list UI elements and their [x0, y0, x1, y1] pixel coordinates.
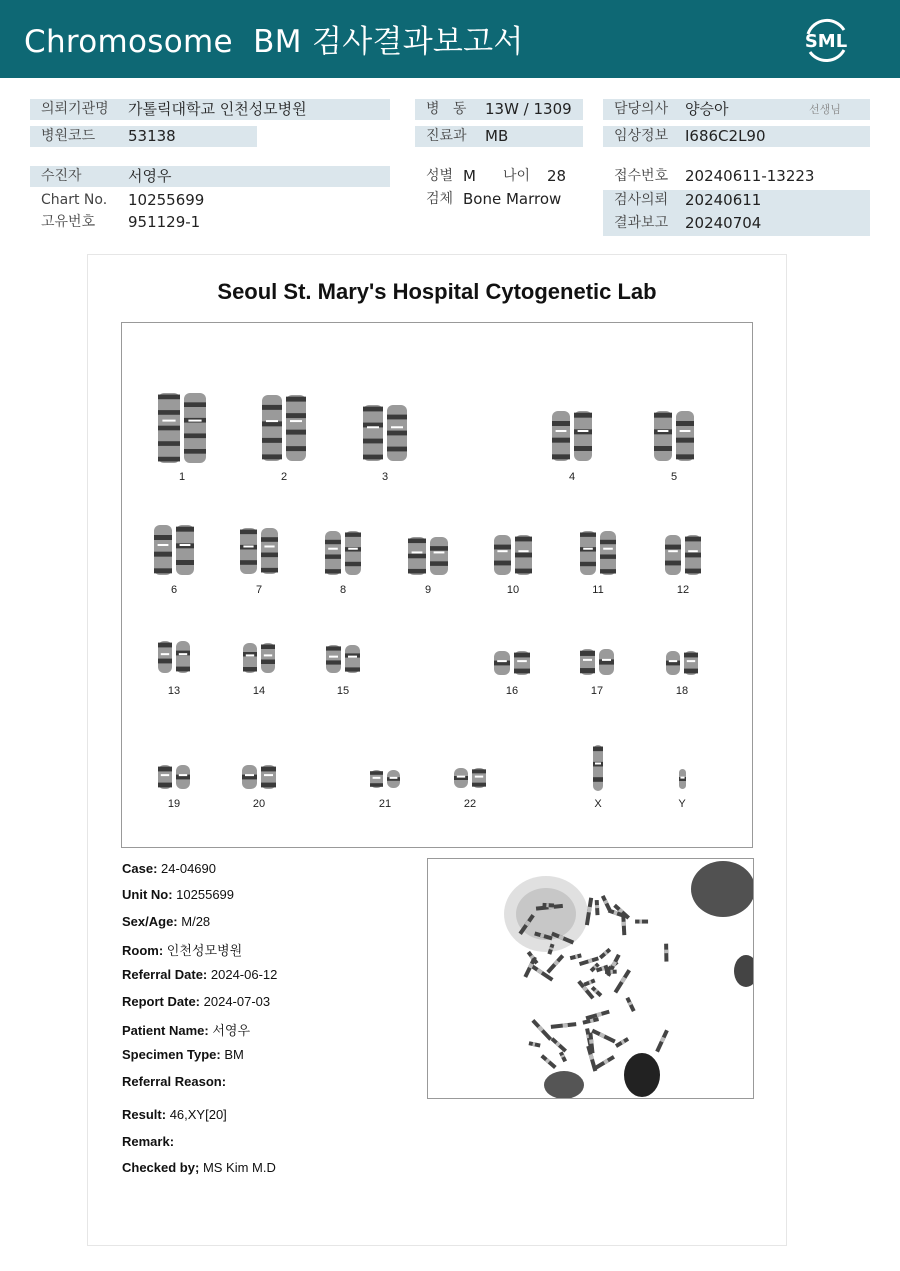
chromosome-1	[158, 393, 206, 463]
chromosome-15	[326, 645, 360, 673]
chromosome-12	[665, 535, 701, 575]
ward-value: 13W / 1309	[485, 100, 572, 118]
chromosome-X	[593, 745, 603, 791]
chromosome-18	[666, 651, 698, 675]
chromosome-label-16: 16	[505, 685, 519, 697]
chromosome-9	[408, 537, 448, 575]
chromosome-10	[494, 535, 532, 575]
clinical-info-value: I686C2L90	[685, 127, 766, 145]
request-date-value: 20240611	[685, 191, 762, 209]
chromosome-label-13: 13	[167, 685, 181, 697]
chromosome-13	[158, 641, 190, 673]
patient-value: 서영우	[128, 167, 172, 185]
sex-age-field: 성별 M 나이 28	[426, 167, 567, 185]
metaphase-image	[427, 858, 754, 1099]
chromosome-label-1: 1	[178, 471, 186, 483]
patient-name-line: Patient Name: 서영우	[122, 1023, 251, 1038]
chromosome-5	[654, 411, 694, 461]
chromosome-label-7: 7	[255, 584, 263, 596]
chromosome-14	[243, 643, 275, 673]
chromosome-label-12: 12	[676, 584, 690, 596]
dept-value: MB	[485, 127, 509, 145]
dates-block: 검사의뢰 20240611 결과보고 20240704	[603, 190, 870, 236]
unit-no-line: Unit No: 10255699	[122, 887, 235, 902]
chromosome-19	[158, 765, 190, 789]
chromosome-20	[242, 765, 276, 789]
chromosome-label-3: 3	[381, 471, 389, 483]
chromosome-label-21: 21	[378, 798, 392, 810]
sex-age-line: Sex/Age: M/28	[122, 914, 211, 929]
checked-by-line: Checked by; MS Kim M.D	[122, 1160, 276, 1175]
chromosome-label-20: 20	[252, 798, 266, 810]
hospital-code-field: 병원코드 53138	[30, 126, 257, 147]
case-line: Case: 24-04690	[122, 861, 216, 876]
receipt-no-value: 20240611-13223	[685, 167, 815, 185]
specimen-value: Bone Marrow	[463, 190, 562, 208]
hospital-code-value: 53138	[128, 127, 176, 145]
chromosome-22	[454, 768, 486, 788]
receipt-no-field: 접수번호 20240611-13223	[614, 167, 815, 185]
institution-field: 의뢰기관명 가톨릭대학교 인천성모병원	[30, 99, 390, 120]
specimen-type-line: Specimen Type: BM	[122, 1047, 244, 1062]
report-title: Chromosome BM 검사결과보고서	[24, 24, 524, 60]
room-line: Room: 인천성모병원	[122, 943, 243, 958]
patient-field: 수진자 서영우	[30, 166, 390, 187]
cytogenetic-report-card	[87, 254, 787, 1246]
chromosome-label-8: 8	[339, 584, 347, 596]
chart-no-field: Chart No. 10255699	[41, 191, 205, 209]
chart-no-value: 10255699	[128, 191, 205, 209]
unique-no-field: 고유번호 951129-1	[41, 213, 201, 231]
chromosome-label-10: 10	[506, 584, 520, 596]
chromosome-label-6: 6	[170, 584, 178, 596]
chromosome-4	[552, 411, 592, 461]
chromosome-label-2: 2	[280, 471, 288, 483]
unique-no-value: 951129-1	[128, 213, 201, 231]
chromosome-label-11: 11	[592, 584, 604, 596]
chromosome-21	[370, 770, 400, 788]
dept-field: 진료과 MB	[415, 126, 583, 147]
chromosome-8	[325, 531, 361, 575]
report-date-line: Report Date: 2024-07-03	[122, 994, 271, 1009]
referral-date-line: Referral Date: 2024-06-12	[122, 967, 278, 982]
chromosome-label-18: 18	[675, 685, 689, 697]
chromosome-17	[580, 649, 614, 675]
chromosome-label-Y: Y	[678, 798, 686, 810]
karyotype-image	[121, 322, 753, 848]
chromosome-7	[240, 528, 278, 574]
report-date-value: 20240704	[685, 214, 762, 232]
chromosome-Y	[679, 769, 686, 789]
sex-value: M	[463, 167, 476, 185]
chromosome-label-5: 5	[670, 471, 678, 483]
institution-value: 가톨릭대학교 인천성모병원	[128, 100, 307, 118]
chromosome-label-17: 17	[590, 685, 604, 697]
chromosome-label-14: 14	[252, 685, 266, 697]
doctor-value: 양승아	[685, 100, 729, 118]
report-header	[0, 0, 900, 78]
chromosome-2	[262, 395, 306, 461]
lab-title: Seoul St. Mary's Hospital Cytogenetic Lab	[217, 279, 657, 304]
ward-field: 병 동 13W / 1309	[415, 99, 583, 120]
age-value: 28	[547, 167, 567, 185]
doctor-field: 담당의사 양승아 선생님	[603, 99, 870, 120]
chromosome-label-4: 4	[568, 471, 576, 483]
result-line: Result: 46,XY[20]	[122, 1107, 227, 1122]
referral-reason-line: Referral Reason:	[122, 1074, 227, 1089]
chromosome-label-22: 22	[463, 798, 477, 810]
remark-line: Remark:	[122, 1134, 175, 1149]
sml-logo	[798, 12, 854, 68]
clinical-info-field: 임상정보 I686C2L90	[603, 126, 870, 147]
specimen-field: 검체 Bone Marrow	[426, 190, 562, 208]
chromosome-label-9: 9	[424, 584, 432, 596]
chromosome-11	[580, 531, 616, 575]
logo-text: SML	[804, 31, 848, 52]
chromosome-label-X: X	[594, 798, 602, 810]
chromosome-label-19: 19	[167, 798, 181, 810]
chromosome-6	[154, 525, 194, 575]
chromosome-16	[494, 651, 530, 675]
chromosome-3	[363, 405, 407, 461]
chromosome-label-15: 15	[336, 685, 350, 697]
